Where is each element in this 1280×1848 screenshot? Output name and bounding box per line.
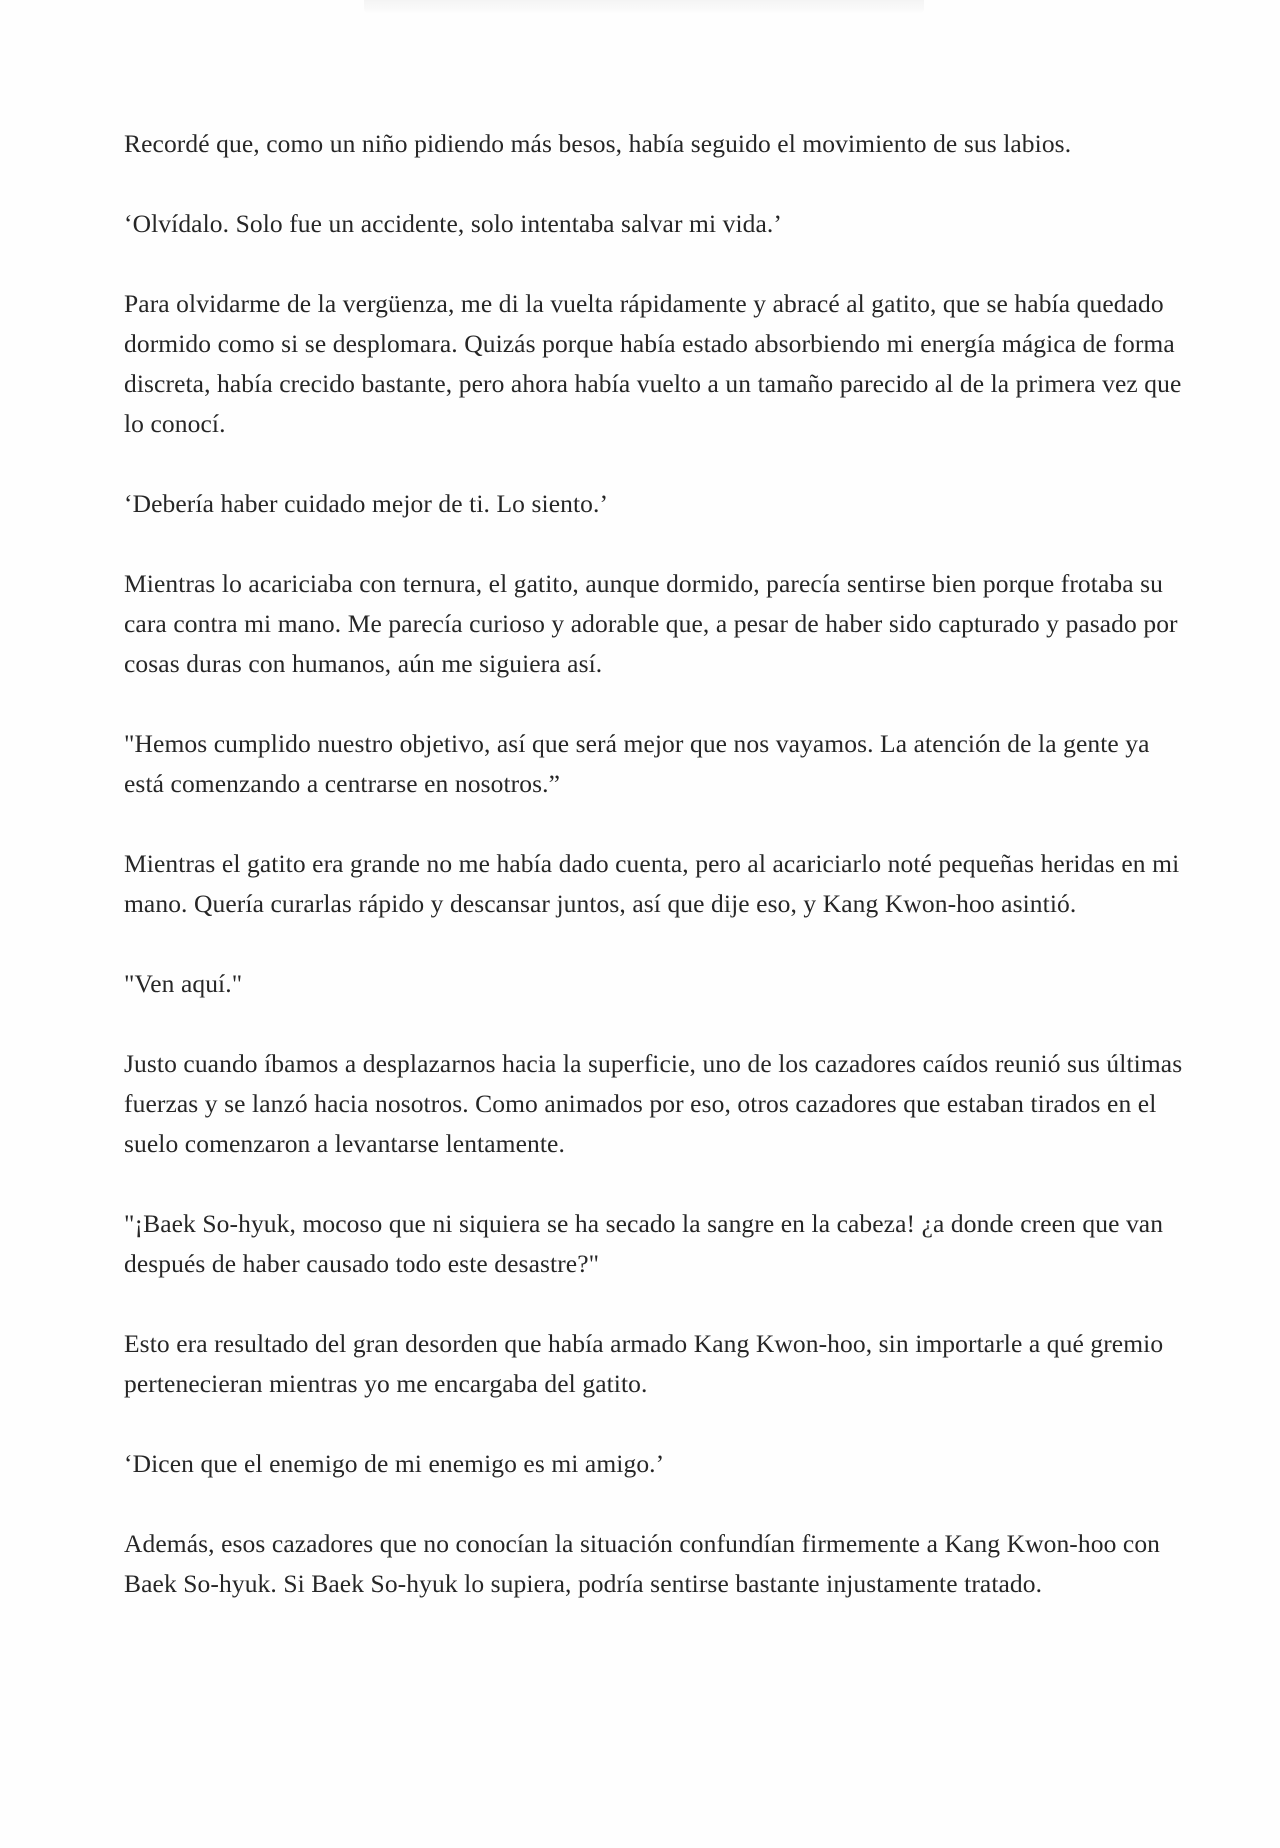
paragraph: Mientras el gatito era grande no me había dado cuenta, pero al acariciarlo noté pequeñas heridas en mi mano. Quería curarlas rápido y descansar juntos, así que dije eso, y Kang Kwon-hoo asintió. — [124, 849, 1180, 918]
paragraph: "¡Baek So-hyuk, mocoso que ni siquiera se ha secado la sangre en la cabeza! ¿a donde creen que van después de haber causado todo este desastre?" — [124, 1209, 1164, 1278]
paragraph: Para olvidarme de la vergüenza, me di la vuelta rápidamente y abracé al gatito, que se había quedado dormido como si se desplomara. Quizás porque había estado absorbiendo mi energía mágica de forma discreta, había crecido bastante, pero ahora había vuelto a un tamaño parecido al de la primera vez que lo conocí. — [124, 289, 1182, 438]
paragraph: ‘Olvídalo. Solo fue un accidente, solo intentaba salvar mi vida.’ — [124, 209, 782, 238]
paragraph: Esto era resultado del gran desorden que había armado Kang Kwon-hoo, sin importarle a qué gremio pertenecieran mientras yo me encargaba del gatito. — [124, 1329, 1164, 1398]
paragraph: ‘Dicen que el enemigo de mi enemigo es mi amigo.’ — [124, 1449, 665, 1478]
paragraph: Recordé que, como un niño pidiendo más besos, había seguido el movimiento de sus labios. — [124, 129, 1072, 158]
article-body — [124, 124, 1184, 1644]
paragraph: Mientras lo acariciaba con ternura, el gatito, aunque dormido, parecía sentirse bien porque frotaba su cara contra mi mano. Me parecía curioso y adorable que, a pesar de haber sido capturado y pasado por cosas duras con humanos, aún me siguiera así. — [124, 569, 1178, 678]
paragraph: ‘Debería haber cuidado mejor de ti. Lo siento.’ — [124, 489, 609, 518]
paragraph: "Ven aquí." — [124, 969, 243, 998]
paragraph: "Hemos cumplido nuestro objetivo, así que será mejor que nos vayamos. La atención de la gente ya está comenzando a centrarse en nosotros.” — [124, 729, 1150, 798]
top-header-bar — [364, 0, 924, 14]
paragraph: Justo cuando íbamos a desplazarnos hacia la superficie, uno de los cazadores caídos reunió sus últimas fuerzas y se lanzó hacia nosotros. Como animados por eso, otros cazadores que estaban tirados en el suelo comenzaron a levantarse lentamente. — [124, 1049, 1183, 1158]
paragraph: Además, esos cazadores que no conocían la situación confundían firmemente a Kang Kwon-hoo con Baek So-hyuk. Si Baek So-hyuk lo supiera, podría sentirse bastante injustamente tratado. — [124, 1529, 1161, 1598]
